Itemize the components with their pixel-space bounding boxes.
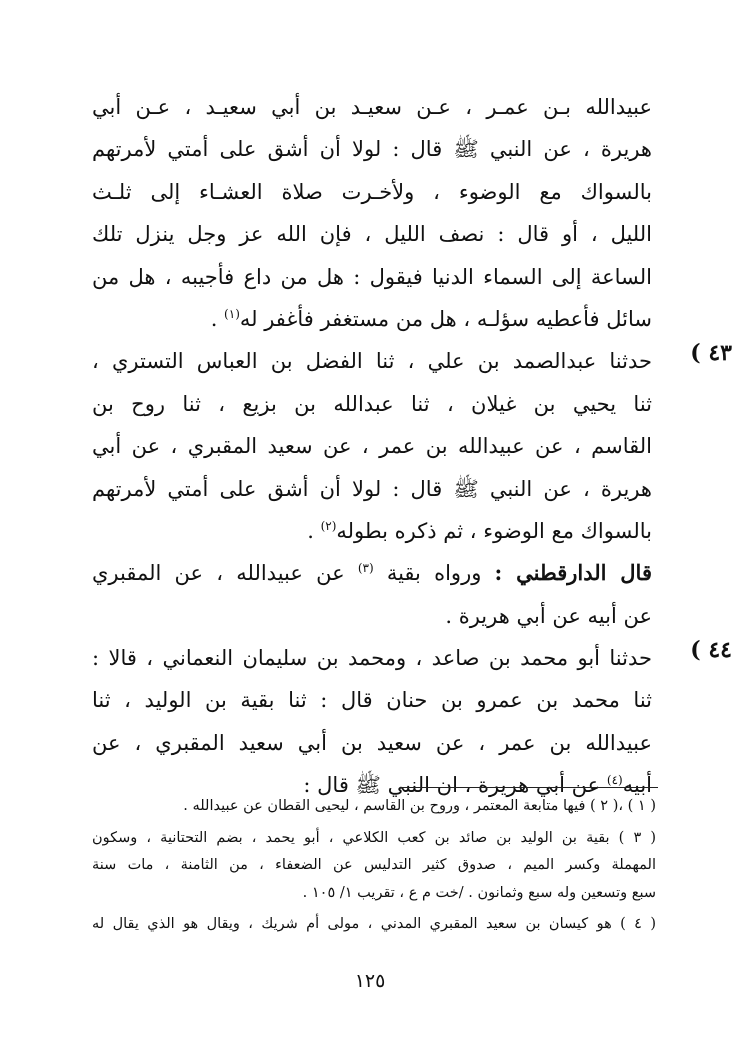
text-line bbox=[92, 552, 652, 594]
page-number: ١٢٥ bbox=[354, 970, 386, 992]
footnote-ref: (١) bbox=[224, 306, 240, 321]
footnote-line: ( ٤ ) هو كيسان بن سعيد المقبري المدني ، مولى أم شريك ، ويقال هو الذي يقال له bbox=[92, 916, 656, 932]
text-line: عن أبيه عن أبي هريرة . bbox=[445, 603, 652, 628]
text-line: هريرة ، عن النبي ﷺ قال : لولا أن أشق على أمتي لأمرتهم bbox=[92, 137, 652, 162]
text-line bbox=[92, 510, 652, 552]
text-line: عبيدالله بـن عمـر ، عـن سعيـد بن أبي سعيـد ، عـن أبي bbox=[92, 95, 652, 119]
text-span: عن أبي هريرة ، ان النبي ﷺ قال : bbox=[303, 773, 607, 798]
footnote-ref: (٤) bbox=[606, 773, 623, 788]
text-line: حدثنا أبو محمد بن صاعد ، ومحمد بن سليمان النعماني ، قالا : bbox=[92, 646, 652, 671]
text-span: . bbox=[307, 518, 321, 543]
footnote-1-2 bbox=[92, 793, 656, 821]
footnote-line: المهملة وكسر الميم ، صدوق كثير التدليس عن الضعفاء ، من الثامنة ، مات سنة bbox=[92, 857, 656, 873]
hadith-44 bbox=[92, 637, 732, 807]
footnote-line: ( ٣ ) بقية بن الوليد بن صائد بن كعب الكلاعي ، أبو يحمد ، بضم التحتانية ، وسكون bbox=[92, 829, 656, 846]
text-line: ثنا يحيي بن غيلان ، ثنا عبدالله بن بزيع ، ثنا روح بن bbox=[92, 391, 652, 416]
text-span: . bbox=[210, 306, 225, 331]
text-span: عن عبيدالله ، عن المقبري bbox=[92, 561, 358, 586]
footnote-3 bbox=[92, 825, 656, 908]
text-line: عبيدالله بن عمر ، عن سعيد بن أبي سعيد المقبري ، عن bbox=[92, 730, 652, 755]
footnote-line: ( ١ ) ،( ٢ ) فيها متابعة المعتمر ، وروح بن القاسم ، ليحيى القطان عن عبيدالله . bbox=[183, 798, 656, 814]
daraqutni-note bbox=[92, 552, 652, 637]
text-span: بالسواك مع الوضوء ، ثم ذكره بطوله bbox=[336, 518, 652, 543]
footnote-ref: (٢) bbox=[320, 518, 337, 533]
text-line: بالسواك مع الوضوء ، ولأخـرت صلاة العشـاء إلى ثلـث bbox=[92, 179, 652, 204]
hadith-number bbox=[658, 637, 732, 663]
text-line: الليل ، أو قال : نصف الليل ، فإن الله عز وجل ينزل تلك bbox=[92, 222, 652, 247]
main-text bbox=[92, 86, 732, 807]
text-line: هريرة ، عن النبي ﷺ قال : لولا أن أشق على أمتي لأمرتهم bbox=[92, 476, 652, 501]
text-line bbox=[92, 298, 652, 340]
hadith-number-label: ٤٣ ) bbox=[690, 340, 732, 367]
footnote-divider bbox=[400, 787, 658, 788]
footnote-ref: (٣) bbox=[357, 561, 374, 576]
daraqutni-label: قال الدارقطني : bbox=[494, 560, 652, 586]
footnote-line: سبع وتسعين وله سبع وثمانون . /خت م ع ، تقريب ١/ ١٠٥ . bbox=[302, 884, 656, 901]
text-line: الساعة إلى السماء الدنيا فيقول : هل من داع فأجيبه ، هل من bbox=[92, 264, 652, 289]
hadith-number bbox=[658, 340, 732, 366]
paragraph-continuation bbox=[92, 86, 652, 340]
hadith-number-label: ٤٤ ) bbox=[690, 637, 732, 664]
text-span: ورواه بقية bbox=[373, 561, 495, 586]
hadith-43 bbox=[92, 340, 732, 552]
text-line: حدثنا عبدالصمد بن علي ، ثنا الفضل بن العباس التستري ، bbox=[92, 349, 652, 374]
footnotes bbox=[92, 793, 656, 943]
text-line: ثنا محمد بن عمرو بن حنان قال : ثنا بقية بن الوليد ، ثنا bbox=[92, 688, 652, 713]
footnote-4 bbox=[92, 911, 656, 939]
text-span: سائل فأعطيه سؤلـه ، هل من مستغفر فأغفر له bbox=[239, 306, 652, 331]
text-span: أبيه bbox=[622, 773, 652, 798]
text-line: القاسم ، عن عبيدالله بن عمر ، عن سعيد المقبري ، عن أبي bbox=[92, 434, 652, 459]
